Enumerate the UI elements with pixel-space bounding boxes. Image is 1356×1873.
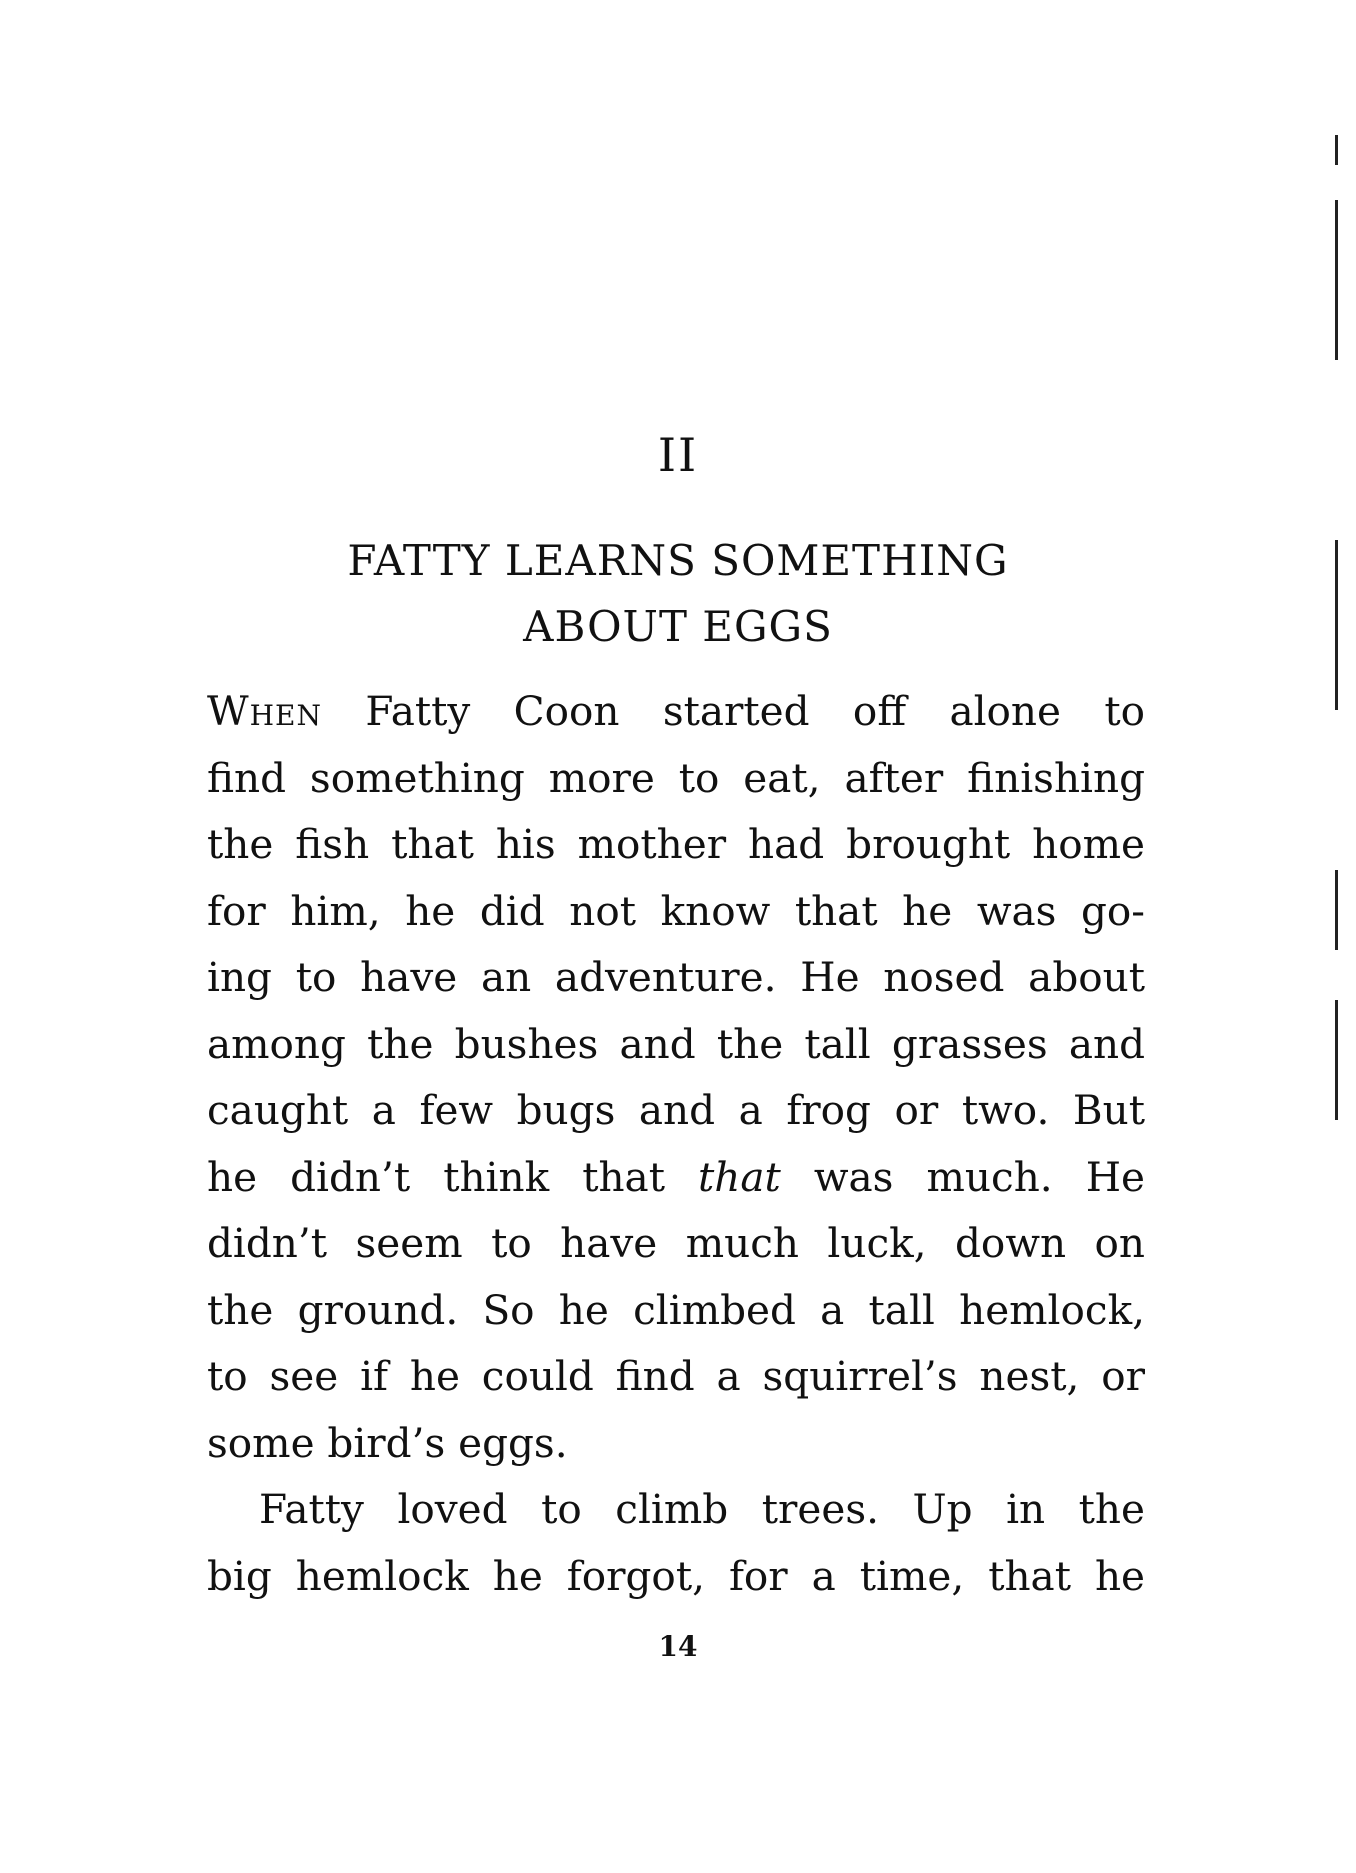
text-line: ing to have an adventure. He nosed about [207,953,1145,1001]
scan-edge-mark [1335,540,1338,710]
chapter-title [200,528,1156,660]
text-line: When Fatty Coon started off alone to [207,687,1145,735]
chapter-title-line-2: ABOUT EGGS [523,602,833,651]
text-line: big hemlock he forgot, for a time, that he [207,1551,1145,1600]
scan-edge-mark [1335,200,1338,360]
text-line: caught a few bugs and a frog or two. But [207,1086,1145,1134]
text-line: for him, he did not know that he was go- [207,886,1145,935]
text-line: Fatty loved to climb trees. Up in the [259,1485,1145,1533]
chapter-title-line-1: FATTY LEARNS SOMETHING [347,536,1009,585]
text-line: to see if he could find a squirrel’s nest, or [207,1352,1145,1400]
scan-edge-mark [1335,1000,1338,1120]
body-text [207,678,1145,1609]
page-number: 14 [658,1630,698,1663]
text-line: the ground. So he climbed a tall hemlock, [207,1285,1145,1334]
text-line: some bird’s eggs. [207,1418,568,1467]
text-line: among the bushes and the tall grasses and [207,1019,1145,1068]
text-line: he didn’t think that that was much. He [207,1152,1145,1201]
text-line: find something more to eat, after finishing [207,753,1145,802]
opening-word: When [207,687,322,735]
chapter-number: II [657,428,699,482]
scan-edge-mark [1335,870,1338,950]
text-line: the fish that his mother had brought home [207,820,1145,868]
scan-edge-mark [1335,135,1338,165]
italic-word: that [698,1152,781,1201]
text-line: didn’t seem to have much luck, down on [207,1219,1145,1267]
